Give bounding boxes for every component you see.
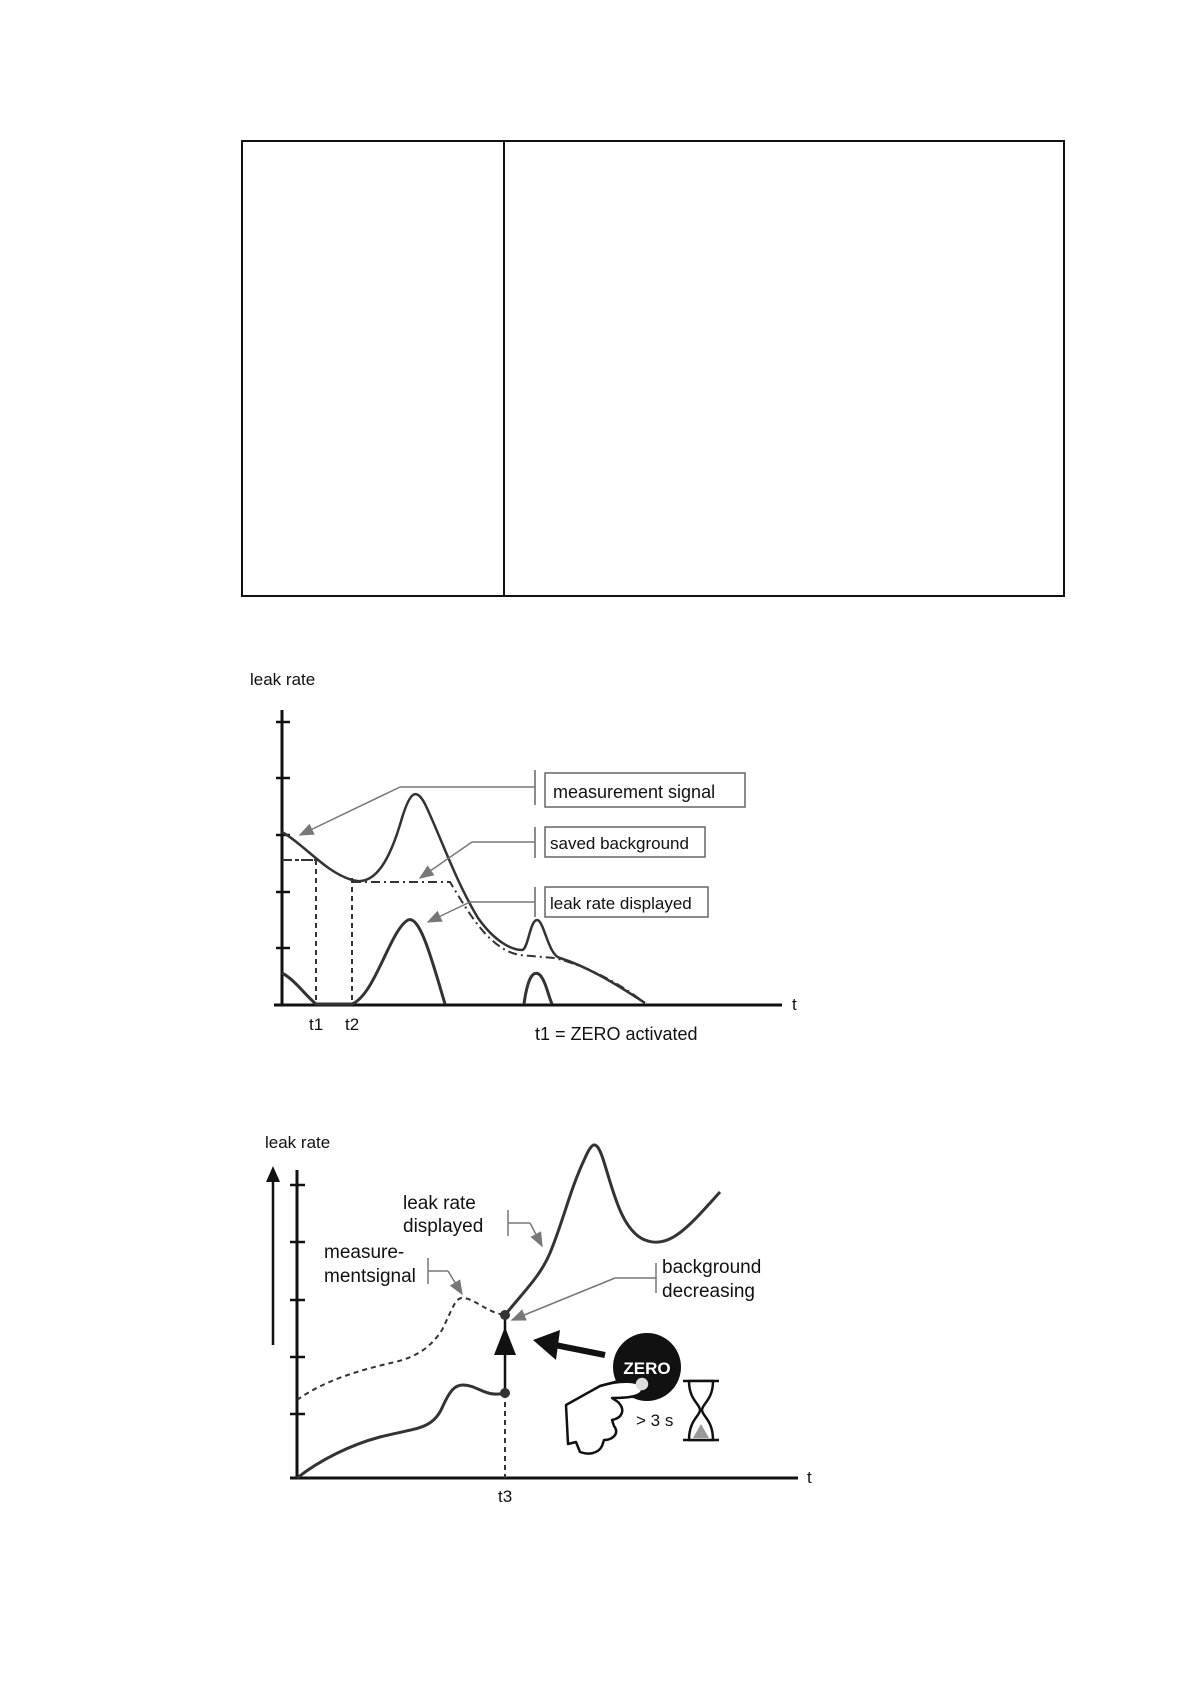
callout-measurement-signal-text: measurement signal: [553, 782, 716, 802]
up-arrow-icon: [266, 1166, 280, 1182]
x-axis-label-2: t: [807, 1468, 812, 1487]
measurement-signal-curve-2: [297, 1298, 505, 1400]
callout-leak-rate-displayed-text: leak rate displayed: [550, 894, 692, 913]
tick-label-t1: t1: [309, 1015, 324, 1034]
x-axis-label: t: [792, 995, 797, 1014]
point-leak-start: [500, 1388, 510, 1398]
label-background-line1: background: [662, 1257, 762, 1278]
arrow-right-icon: [533, 1330, 605, 1360]
hourglass-icon: [683, 1381, 719, 1440]
leak-rate-displayed-curve-2: [297, 1385, 505, 1478]
figure1-note: t1 = ZERO activated: [535, 1024, 698, 1044]
zero-button-label: ZERO: [623, 1359, 671, 1378]
tick-label-t3: t3: [498, 1487, 513, 1506]
label-measurement-line1: measure-: [324, 1242, 405, 1263]
hold-time-label: > 3 s: [636, 1411, 674, 1430]
point-background-start: [500, 1310, 510, 1320]
y-axis-label: leak rate: [250, 670, 316, 689]
callout-saved-background-text: saved background: [550, 834, 689, 853]
hand-pointer-icon: [566, 1378, 647, 1454]
pointer-leak-rate-displayed: [508, 1210, 542, 1246]
zero-up-arrow-icon: [494, 1327, 516, 1355]
pointer-background-decreasing: [512, 1263, 656, 1320]
tick-label-t2: t2: [345, 1015, 360, 1034]
label-leak-rate-displayed-line1: leak rate: [403, 1193, 476, 1214]
label-measurement-line2: mentsignal: [324, 1266, 416, 1287]
pointer-measurement-signal: [428, 1258, 462, 1294]
label-background-line2: decreasing: [662, 1281, 755, 1302]
label-leak-rate-displayed-line2: displayed: [403, 1216, 484, 1237]
y-axis-label-2: leak rate: [265, 1133, 331, 1152]
